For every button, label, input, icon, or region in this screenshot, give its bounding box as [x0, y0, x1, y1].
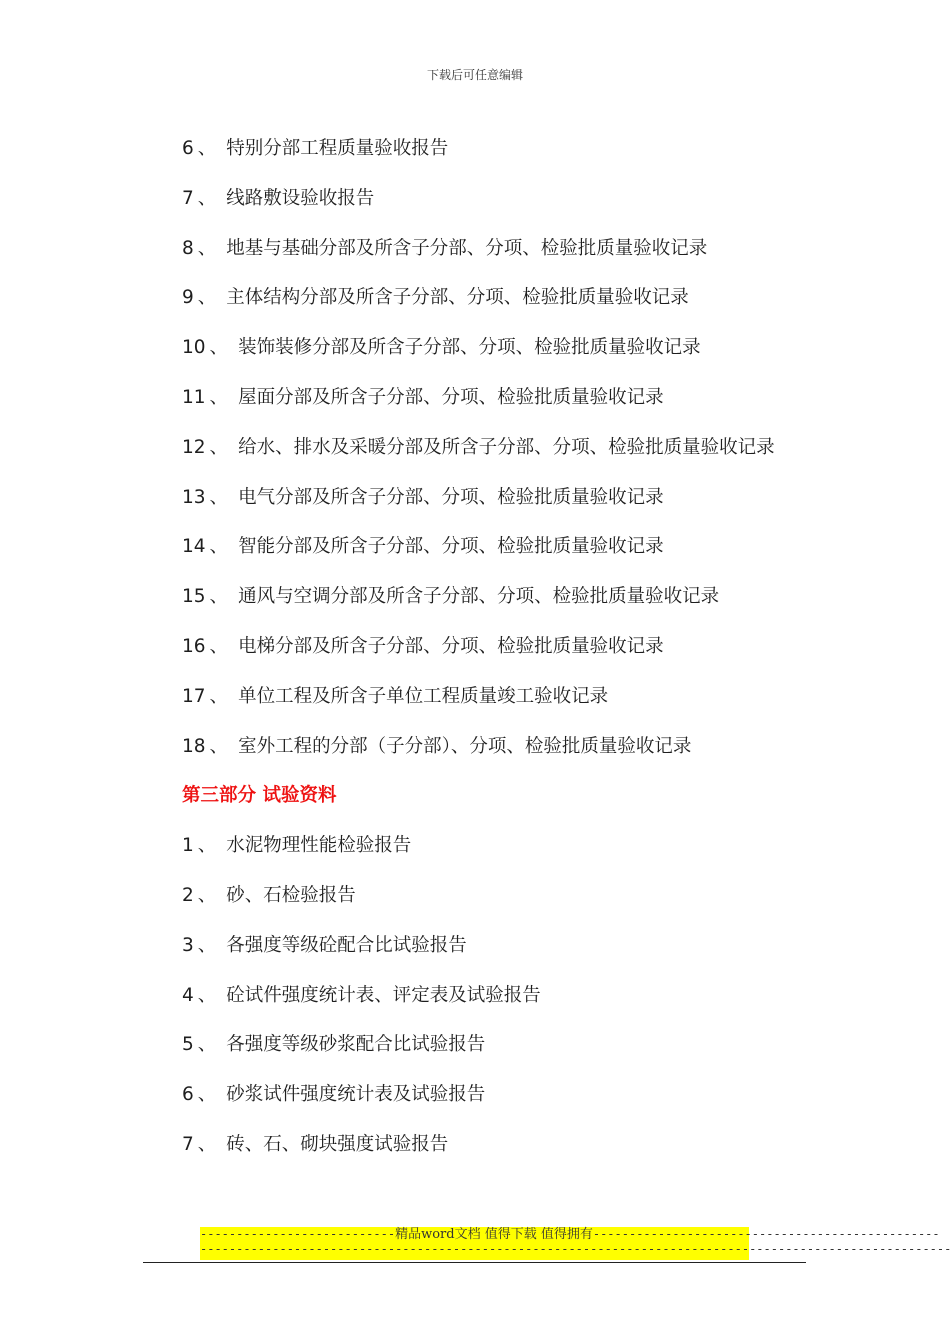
- item-separator: 、: [209, 386, 229, 408]
- item-separator: 、: [197, 934, 217, 956]
- item-separator: 、: [209, 337, 229, 359]
- item-separator: 、: [197, 1133, 217, 1155]
- item-number: 14: [182, 536, 206, 558]
- item-text: 单位工程及所含子单位工程质量竣工验收记录: [238, 685, 609, 707]
- list-item: [182, 733, 882, 783]
- item-number: 1: [182, 835, 194, 857]
- list-item: [182, 583, 882, 633]
- item-separator: 、: [197, 1034, 217, 1056]
- item-number: 12: [182, 436, 206, 458]
- item-separator: 、: [209, 586, 229, 608]
- footer-right-dashes: ------------------------------------------------: [592, 1227, 940, 1241]
- item-text: 智能分部及所含子分部、分项、检验批质量验收记录: [238, 536, 664, 558]
- list-item: [182, 982, 882, 1032]
- section-heading: 第三部分 试验资料: [182, 785, 337, 807]
- item-text: 砖、石、砌块强度试验报告: [226, 1133, 449, 1155]
- item-text: 主体结构分部及所含子分部、分项、检验批质量验收记录: [226, 287, 689, 309]
- item-separator: 、: [209, 635, 229, 657]
- list-item: [182, 434, 882, 484]
- item-text: 线路敷设验收报告: [226, 187, 375, 209]
- item-separator: 、: [209, 536, 229, 558]
- part2-list: [182, 135, 882, 782]
- footer-text: 精品word文档 值得下载 值得拥有: [395, 1227, 593, 1242]
- list-item: [182, 1031, 882, 1081]
- item-text: 室外工程的分部（子分部）、分项、检验批质量验收记录: [238, 735, 692, 757]
- item-number: 18: [182, 735, 206, 757]
- footer-left-dashes: ---------------------------: [200, 1227, 396, 1241]
- item-number: 5: [182, 1034, 194, 1056]
- item-text: 砂、石检验报告: [226, 884, 356, 906]
- item-text: 屋面分部及所含子分部、分项、检验批质量验收记录: [238, 386, 664, 408]
- page-header: 下载后可任意编辑: [426, 68, 523, 82]
- item-number: 6: [182, 138, 194, 159]
- item-separator: 、: [209, 486, 229, 508]
- item-number: 15: [182, 586, 206, 608]
- item-separator: 、: [209, 436, 229, 458]
- list-item: [182, 284, 882, 334]
- item-separator: 、: [197, 187, 217, 209]
- list-item: [182, 832, 882, 882]
- item-text: 电气分部及所含子分部、分项、检验批质量验收记录: [238, 486, 664, 508]
- footer-line-2: --------------------------------------------------------------------------------------------------------: [200, 1242, 951, 1256]
- list-item: [182, 882, 882, 932]
- list-item: [182, 334, 882, 384]
- item-separator: 、: [197, 984, 217, 1006]
- list-item: [182, 384, 882, 434]
- footer-divider: [143, 1262, 806, 1263]
- item-text: 各强度等级砂浆配合比试验报告: [226, 1034, 486, 1056]
- item-separator: 、: [209, 735, 229, 757]
- item-separator: 、: [209, 685, 229, 707]
- item-number: 9: [182, 287, 194, 309]
- item-separator: 、: [197, 884, 217, 906]
- item-number: 13: [182, 486, 206, 508]
- footer-banner: [200, 1227, 951, 1260]
- list-item: [182, 533, 882, 583]
- item-separator: 、: [197, 835, 217, 857]
- item-number: 2: [182, 884, 194, 906]
- item-text: 水泥物理性能检验报告: [226, 835, 412, 857]
- item-text: 特别分部工程质量验收报告: [226, 138, 449, 159]
- item-number: 11: [182, 386, 206, 408]
- footer-line-1: [200, 1227, 940, 1242]
- list-item: [182, 683, 882, 733]
- list-item: [182, 633, 882, 683]
- list-item: [182, 932, 882, 982]
- list-item: [182, 1081, 882, 1131]
- part3-list: [182, 832, 882, 1181]
- item-separator: 、: [197, 237, 217, 259]
- item-number: 16: [182, 635, 206, 657]
- item-text: 砂浆试件强度统计表及试验报告: [226, 1084, 486, 1106]
- item-number: 7: [182, 187, 194, 209]
- item-text: 电梯分部及所含子分部、分项、检验批质量验收记录: [238, 635, 664, 657]
- list-item: [182, 135, 882, 185]
- item-number: 10: [182, 337, 206, 359]
- list-item: [182, 235, 882, 285]
- list-item: [182, 1131, 882, 1181]
- item-number: 3: [182, 934, 194, 956]
- item-text: 装饰装修分部及所含子分部、分项、检验批质量验收记录: [238, 337, 701, 359]
- list-item: [182, 185, 882, 235]
- list-item: [182, 484, 882, 534]
- item-number: 8: [182, 237, 194, 259]
- item-number: 7: [182, 1133, 194, 1155]
- item-text: 通风与空调分部及所含子分部、分项、检验批质量验收记录: [238, 586, 720, 608]
- item-text: 砼试件强度统计表、评定表及试验报告: [226, 984, 541, 1006]
- item-number: 4: [182, 984, 194, 1006]
- document-body: [182, 135, 882, 1181]
- item-text: 给水、排水及采暖分部及所含子分部、分项、检验批质量验收记录: [238, 436, 775, 458]
- item-separator: 、: [197, 138, 217, 159]
- item-number: 6: [182, 1084, 194, 1106]
- item-separator: 、: [197, 287, 217, 309]
- item-text: 地基与基础分部及所含子分部、分项、检验批质量验收记录: [226, 237, 708, 259]
- item-text: 各强度等级砼配合比试验报告: [226, 934, 467, 956]
- item-number: 17: [182, 685, 206, 707]
- item-separator: 、: [197, 1084, 217, 1106]
